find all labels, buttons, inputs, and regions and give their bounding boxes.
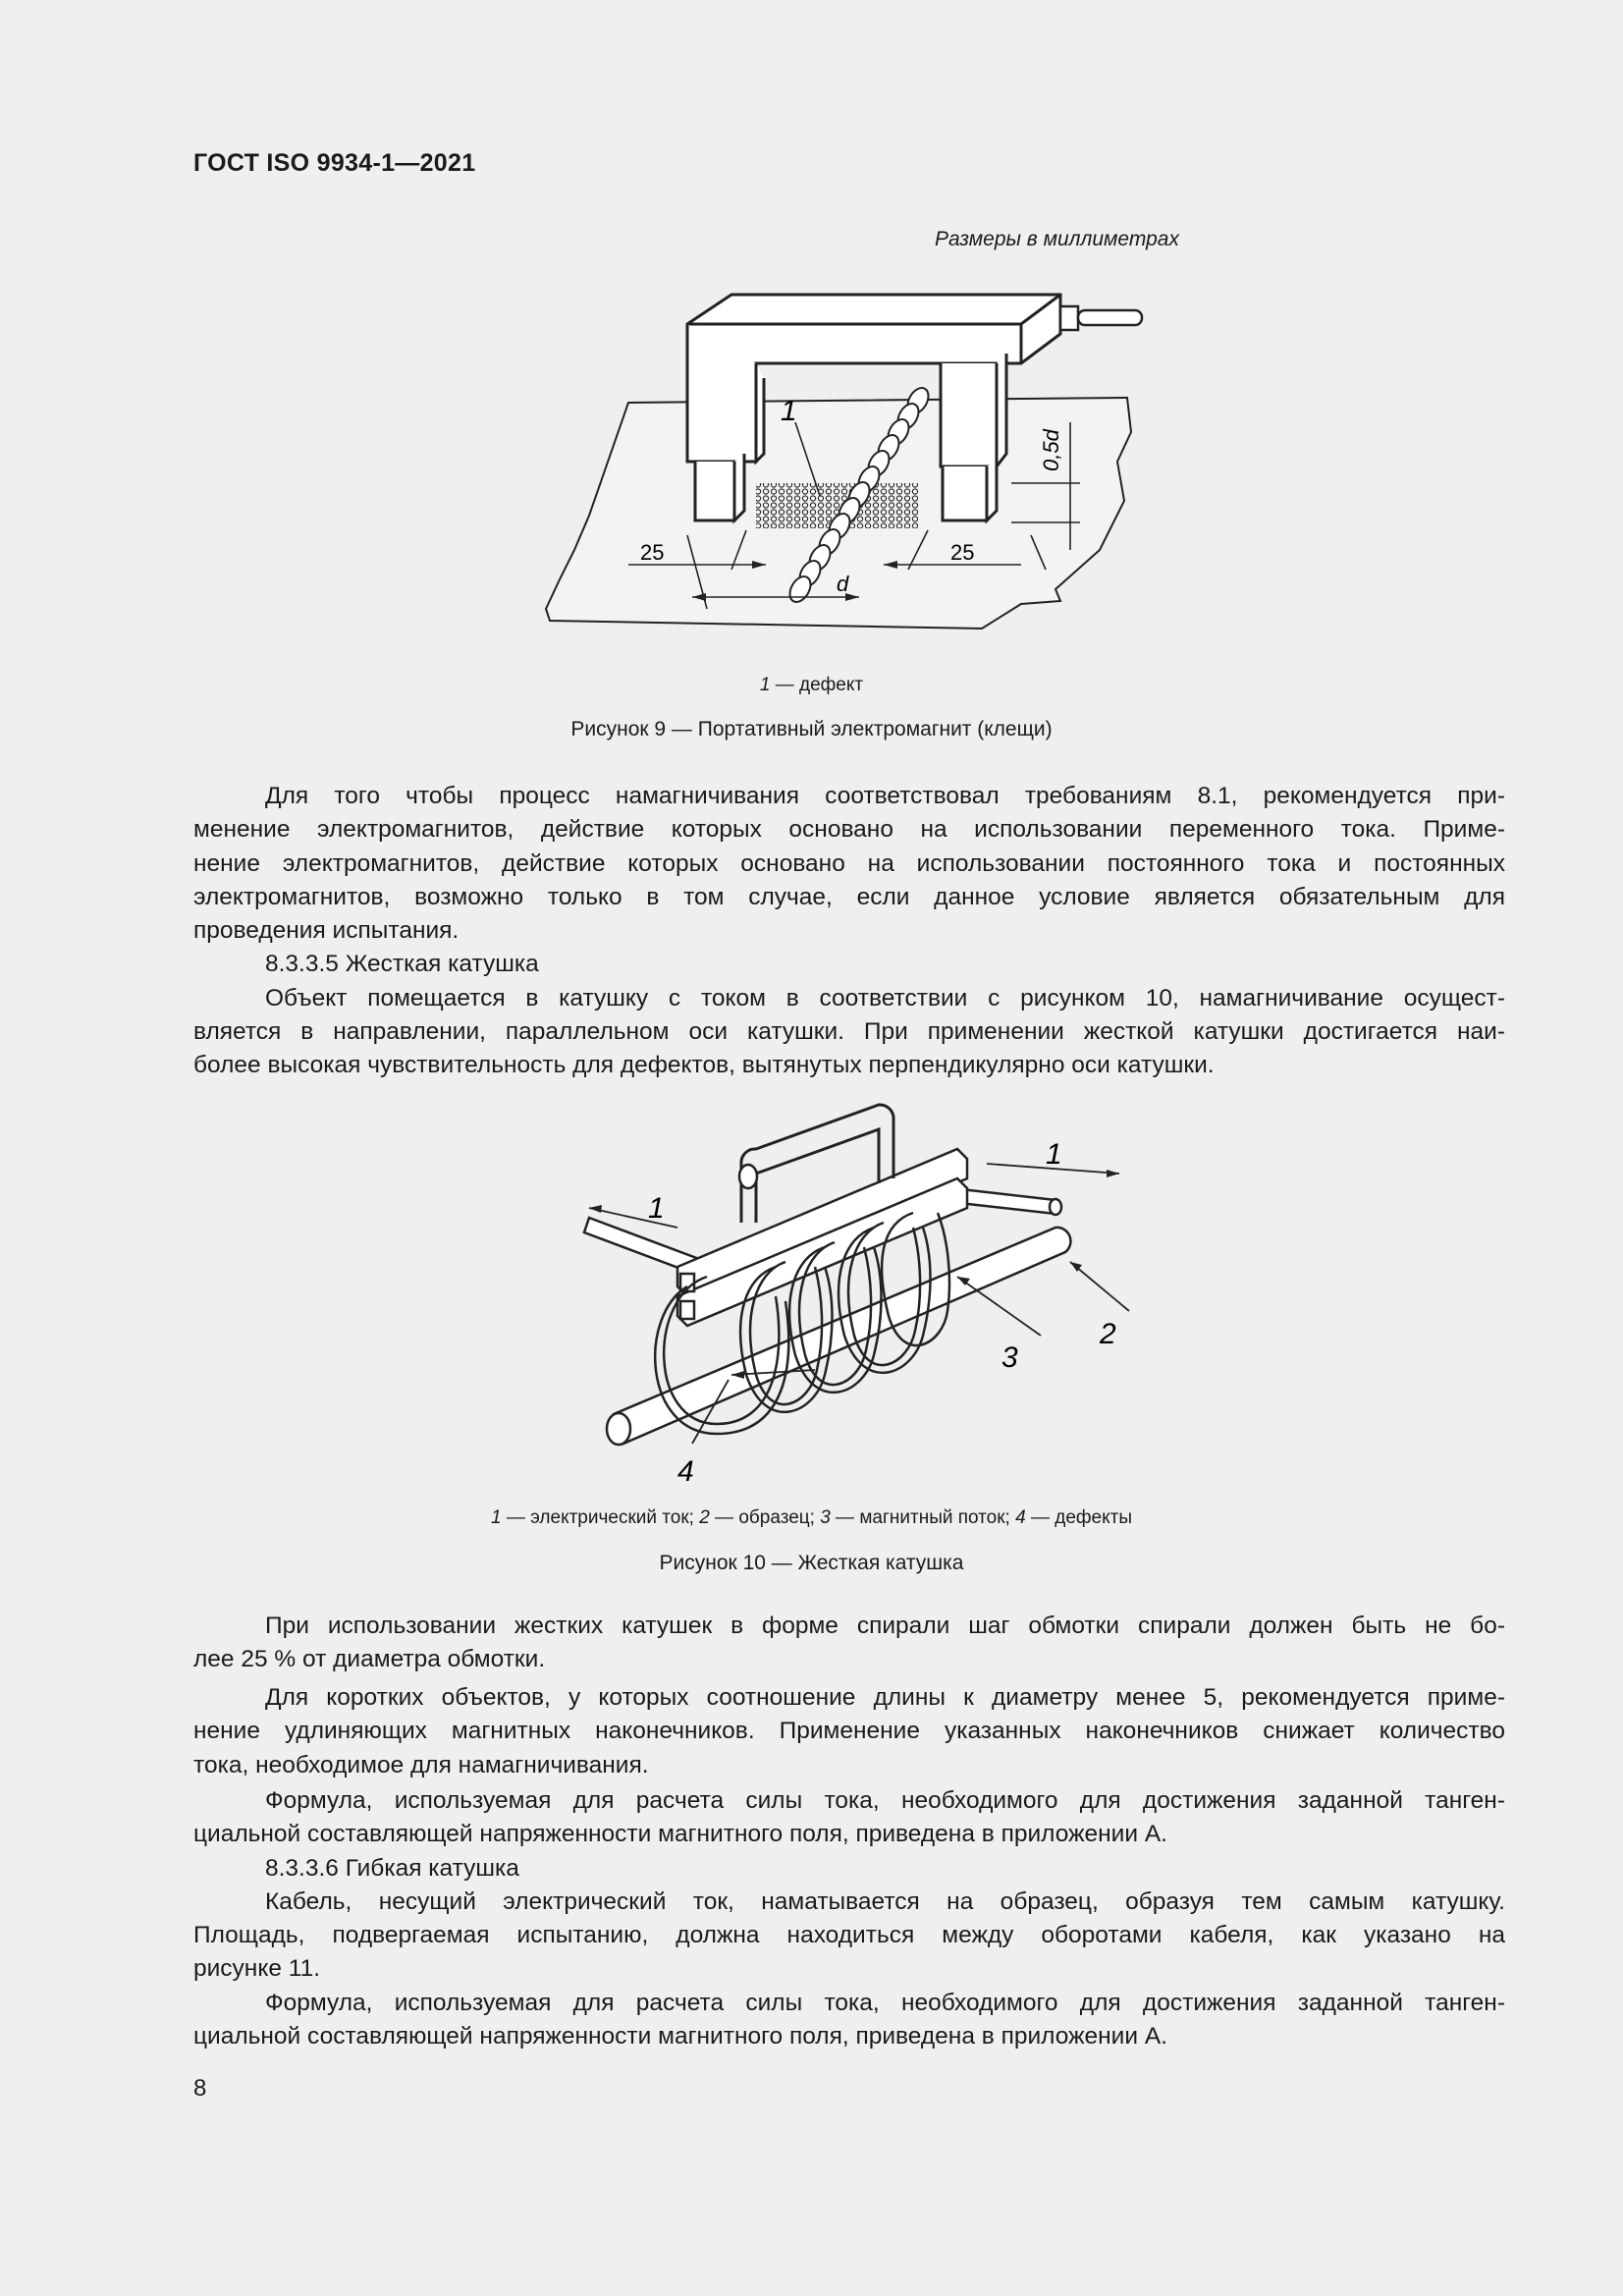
section-8-3-3-6-title: 8.3.3.6 Гибкая катушка <box>265 1854 519 1882</box>
dimensions-note: Размеры в миллиметрах <box>935 228 1179 250</box>
paragraph-line: Объект помещается в катушку с током в соответствии с рисунком 10, намагничивание осущест- <box>265 984 1505 1011</box>
figure-9-dim-half-d: 0,5d <box>1039 429 1063 471</box>
paragraph-short-objects <box>193 1681 1505 1782</box>
figure-9-yoke-drawing <box>530 270 1159 643</box>
paragraph-line: лее 25 % от диаметра обмотки. <box>193 1646 546 1673</box>
paragraph-line: нение удлиняющих магнитных наконечников. Применение указанных наконечников снижает количество <box>193 1718 1505 1745</box>
paragraph-line: проведения испытания. <box>193 917 460 945</box>
paragraph-line: электромагнитов, возможно только в том случае, если данное условие является обязательным для <box>193 883 1505 910</box>
figure-9-legend-text: — дефект <box>770 675 864 695</box>
paragraph-electromagnets <box>193 780 1505 1083</box>
legend-text: — дефекты <box>1025 1507 1132 1528</box>
legend-text: — электрический ток; <box>501 1507 700 1528</box>
figure-10-callout-1-right: 1 <box>1046 1138 1062 1171</box>
figure-9-legend-num: 1 <box>759 675 771 695</box>
figure-10-callout-4: 4 <box>677 1455 694 1488</box>
figure-10-legend <box>0 1507 1623 1529</box>
paragraph-line: более высокая чувствительность для дефектов, вытянутых перпендикулярно оси катушки. <box>193 1052 1215 1079</box>
figure-10-callout-2: 2 <box>1100 1318 1116 1350</box>
paragraph-line: Формула, используемая для расчета силы тока, необходимого для достижения заданной танген- <box>265 1787 1505 1814</box>
figure-10-callout-1-left: 1 <box>648 1192 665 1225</box>
page-number: 8 <box>193 2075 207 2102</box>
paragraph-line: циальной составляющей напряженности магнитного поля, приведена в приложении А. <box>193 2023 1167 2050</box>
figure-9-dim-d: d <box>837 572 849 596</box>
document-header: ГОСТ ISO 9934-1—2021 <box>193 149 476 177</box>
figure-10-callout-3: 3 <box>1001 1341 1018 1374</box>
paragraph-line: рисунке 11. <box>193 1955 321 1983</box>
paragraph-rigid-coil-details <box>193 1610 1505 1677</box>
paragraph-line: тока, необходимое для намагничивания. <box>193 1751 649 1778</box>
paragraph-line: При использовании жестких катушек в форме спирали шаг обмотки спирали должен быть не бо- <box>265 1613 1505 1639</box>
legend-num: 2 <box>699 1507 710 1528</box>
figure-9-caption: Рисунок 9 — Портативный электромагнит (клещи) <box>570 718 1053 740</box>
paragraph-line: Площадь, подвергаемая испытанию, должна находиться между оборотами кабеля, как указано на <box>193 1922 1505 1949</box>
paragraph-line: менение электромагнитов, действие которых основано на использовании переменного тока. Приме- <box>193 816 1505 844</box>
legend-num: 4 <box>1015 1507 1026 1528</box>
figure-9-callout-1: 1 <box>781 395 797 427</box>
figure-9-legend <box>0 675 1623 696</box>
legend-num: 3 <box>820 1507 831 1528</box>
paragraph-line: циальной составляющей напряженности магнитного поля, приведена в приложении А. <box>193 1821 1167 1848</box>
paragraph-line: вляется в направлении, параллельном оси катушки. При применении жесткой катушки достигается наи- <box>193 1018 1505 1046</box>
figure-10-rigid-coil-drawing <box>579 1095 1149 1498</box>
figure-9-dim-25-left: 25 <box>640 540 665 565</box>
paragraph-line: Кабель, несущий электрический ток, наматывается на образец, образуя тем самым катушку. <box>265 1887 1505 1915</box>
paragraph-line: нение электромагнитов, действие которых основано на использовании постоянного тока и постоянных <box>193 849 1505 877</box>
paragraph-formula-rigid <box>193 1784 1505 2053</box>
figure-9-dim-25-right: 25 <box>950 540 975 565</box>
legend-text: — магнитный поток; <box>830 1507 1016 1528</box>
paragraph-line: Для того чтобы процесс намагничивания соответствовал требованиям 8.1, рекомендуется при- <box>265 783 1505 809</box>
section-8-3-3-5-title: 8.3.3.5 Жесткая катушка <box>265 951 539 978</box>
paragraph-line: Формула, используемая для расчета силы тока, необходимого для достижения заданной танген- <box>265 1989 1505 2016</box>
figure-10-caption: Рисунок 10 — Жесткая катушка <box>659 1552 964 1574</box>
legend-num: 1 <box>491 1507 502 1528</box>
paragraph-line: Для коротких объектов, у которых соотношение длины к диаметру менее 5, рекомендуется приме- <box>265 1684 1505 1711</box>
legend-text: — образец; <box>709 1507 821 1528</box>
